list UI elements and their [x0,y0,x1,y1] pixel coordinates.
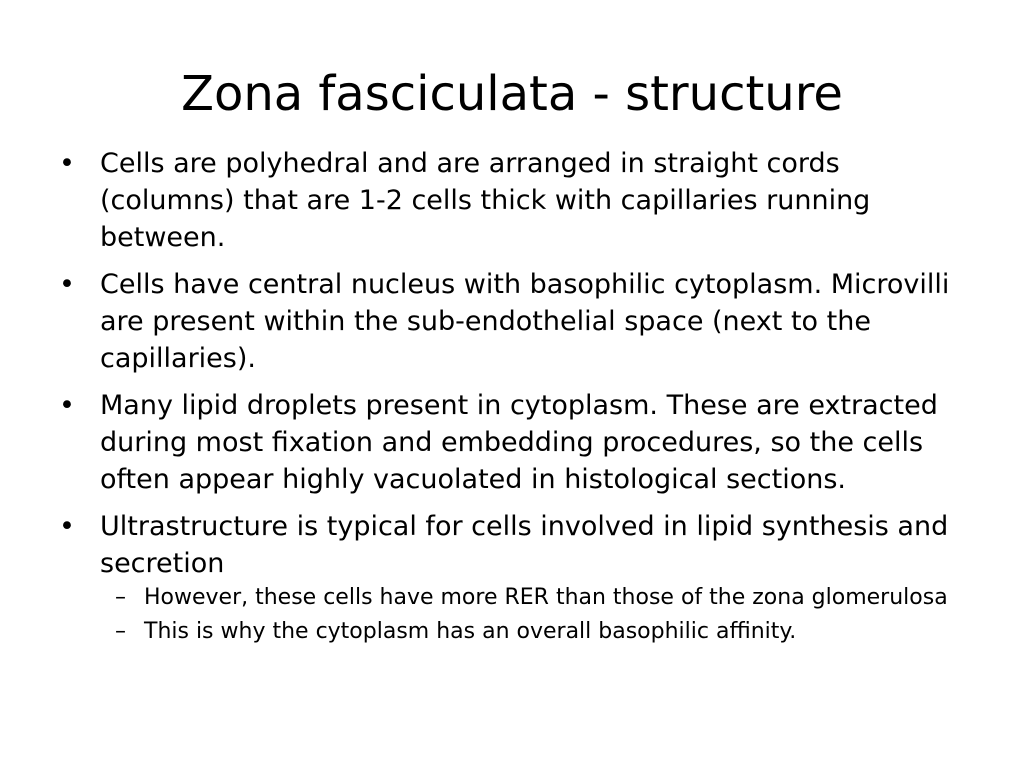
sub-bullet-list [100,582,978,648]
bullet-list [58,145,978,652]
sub-bullet-item [58,616,978,648]
bullet-text: Cells have central nucleus with basophilic cytoplasm. Microvilli are present within the sub-endothelial space (next to the capillaries). [100,269,950,374]
bullet-item [58,145,978,256]
bullet-item [58,266,978,377]
bullet-text: Ultrastructure is typical for cells involved in lipid synthesis and secretion [100,511,949,579]
bullet-marker: • [59,390,75,421]
dash-marker: – [115,585,126,610]
slide-title: Zona fasciculata - structure [181,66,843,122]
dash-marker: – [115,619,126,644]
bullet-marker: • [59,511,75,542]
bullet-text: Many lipid droplets present in cytoplasm. These are extracted during most fixation and embedding procedures, so the cells often appear highly vacuolated in histological sections. [100,390,938,495]
bullet-item [58,508,978,648]
bullet-item [58,387,978,498]
sub-bullet-text: This is why the cytoplasm has an overall basophilic affinity. [144,619,797,644]
bullet-marker: • [59,148,75,179]
sub-bullet-item [58,582,978,614]
bullet-text: Cells are polyhedral and are arranged in straight cords (columns) that are 1-2 cells thick with capillaries running between. [100,148,871,253]
bullet-marker: • [59,269,75,300]
sub-bullet-text: However, these cells have more RER than those of the zona glomerulosa [144,585,948,610]
